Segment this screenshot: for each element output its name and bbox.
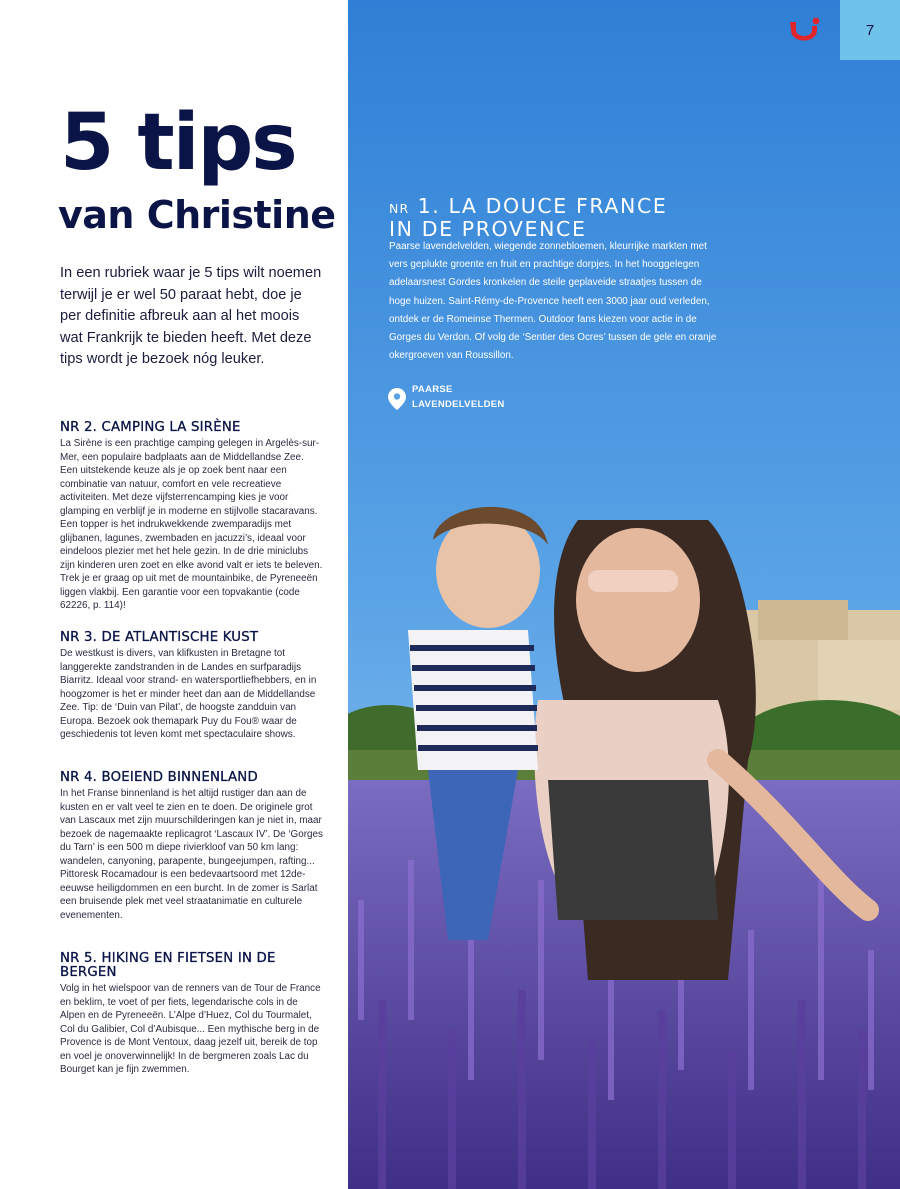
tip-1-body: Paarse lavendelvelden, wiegende zonnebloemen, kleurrijke markten met vers geplukte groente en fruit en prachtige dorpjes. In het hooggelegen adelaarsnest Gordes kronkelen de steile geplaveide straatjes tussen de hoge huizen. Saint-Rémy-de-Provence heeft een 3000 jaar oud verleden, ontdek er de Romeinse Thermen. Outdoor fans kiezen voor actie in de Gorges du Verdon. Of volg de ‘Sentier des Ocres’ tussen de gele en oranje okergroeven van Roussillon.: [389, 241, 717, 362]
location-pin-icon: [388, 388, 406, 410]
tip-5: [60, 952, 324, 1077]
tip-1-heading: [389, 196, 667, 239]
intro-paragraph: In een rubriek waar je 5 tips wilt noemen terwijl je er wel 50 paraat hebt, doe je per definitie afbreuk aan al het moois wat Frankrijk te bieden heeft. Met deze tips wordt je bezoek nóg leuker.: [60, 265, 322, 367]
tip-4-body: In het Franse binnenland is het altijd rustiger dan aan de kusten en er valt veel te zien en te doen. De originele grot van Lascaux met zijn muurschilderingen kan je niet in, maar bezoek de nagemaakte replicagrot ‘Lascaux IV’. De ‘Gorges du Tarn’ is een 500 m diepe rivierkloof van 50 km lang: wandelen, canyoning, parapente, bungeejumpen, rafting... Pittoresk Rocamadour is een bedevaartsoord met 12de-eeuwse heiligdommen en een burcht. In de zomer is Sarlat een bruisende plek met veel straatanimatie en culturele evenementen.: [60, 788, 323, 921]
tip-5-heading: NR 5. HIKING EN FIETSEN IN DE BERGEN: [60, 951, 276, 980]
tip-2: [60, 421, 324, 613]
page-number-tab: [840, 0, 900, 60]
tip-4-heading: NR 4. BOEIEND BINNENLAND: [60, 770, 258, 785]
tip-3-body: De westkust is divers, van klifkusten in Bretagne tot langgerekte zandstranden in de Landes en surfparadijs Biarritz. Ideaal voor strand- en watersportliefhebbers, en in hoogzomer is het er minder heet dan aan de Middellandse Zee. Tip: de ‘Duin van Pilat’, de hoogste zandduin van Europa. Bezoek ook themapark Puy du Fou® waar de geschiedenis tot leven komt met spectaculaire shows.: [60, 648, 317, 740]
tip-5-body: Volg in het wielspoor van de renners van de Tour de France en beklim, te voet of per fiets, legendarische cols in de Alpen en de Pyreneeën. L’Alpe d’Huez, Col du Tourmalet, Col du Galibier, Col d’Aubisque... Een mythische berg in de Provence is de Mont Ventoux, daag jezelf uit, bereik de top en voel je onoverwinnelijk! In de bergmeren zoals Lac du Bourget kan je fijn zwemmen.: [60, 983, 321, 1075]
tip-3: [60, 631, 324, 742]
page-number: 7: [865, 21, 875, 39]
tip-1-nr-label: NR: [389, 201, 410, 216]
page-title: 5 tips: [60, 98, 296, 188]
photo-illustration: [348, 0, 900, 1189]
tip-2-heading: NR 2. CAMPING LA SIRÈNE: [60, 420, 241, 435]
tip-2-body: La Sirène is een prachtige camping gelegen in Argelès-sur-Mer, een populaire badplaats aan de Middellandse Zee. Een uitstekende keuze als je op zoek bent naar een combinatie van natuur, comfort en vele recreatieve activiteiten. Met deze vijfsterrencamping kies je voor glamping en verblijf je in moderne en stijlvolle stacaravans. Een topper is het indrukwekkende zwemparadijs met glijbanen, lagunes, zwembaden en jacuzzi’s, ideaal voor eindeloos plezier met het hele gezin. In de drie miniclubs zijn kinderen uren zoet en elke avond valt er iets te beleven. Trek je er graag op uit met de mountainbike, de Pyreneeën liggen vlakbij. Een garantie voor een topvakantie (code 62226, p. 114)!: [60, 438, 323, 611]
left-column: [0, 0, 348, 1189]
tip-4: [60, 771, 324, 922]
location-caption-line1: PAARSE: [412, 384, 453, 395]
tip-1-heading-line1: 1. LA DOUCE FRANCE: [417, 194, 668, 218]
tip-1-heading-line2: IN DE PROVENCE: [389, 217, 587, 241]
tip-3-heading: NR 3. DE ATLANTISCHE KUST: [60, 630, 259, 645]
location-caption-line2: LAVENDELVELDEN: [412, 398, 505, 410]
lavender-field-photo: [348, 0, 900, 1189]
location-caption: [412, 383, 505, 412]
tui-logo-icon: [786, 16, 822, 48]
page-subtitle: van Christine: [58, 193, 336, 237]
